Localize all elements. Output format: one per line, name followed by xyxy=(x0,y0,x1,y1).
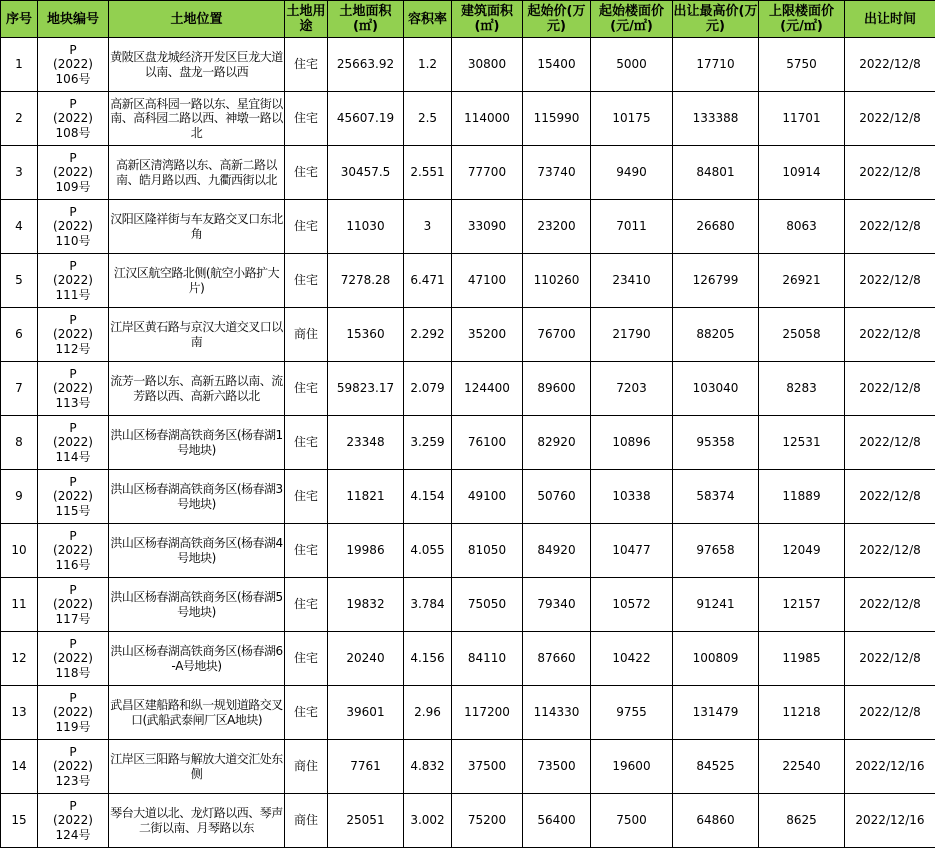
cell-code-part: 118号 xyxy=(38,666,108,680)
cell-use: 住宅 xyxy=(285,578,328,632)
cell-start-floor-price: 10477 xyxy=(591,524,673,578)
cell-seq: 11 xyxy=(1,578,38,632)
cell-date: 2022/12/8 xyxy=(845,146,935,200)
header-location: 土地位置 xyxy=(109,1,285,38)
cell-date: 2022/12/8 xyxy=(845,686,935,740)
cell-code-part: P xyxy=(38,799,108,813)
cell-start-price: 76700 xyxy=(523,308,591,362)
cell-code-part: (2022) xyxy=(38,111,108,125)
cell-date: 2022/12/8 xyxy=(845,416,935,470)
cell-start-price: 114330 xyxy=(523,686,591,740)
cell-code-part: (2022) xyxy=(38,489,108,503)
cell-far: 2.551 xyxy=(404,146,452,200)
cell-build-area: 114000 xyxy=(452,92,523,146)
cell-cap-floor-price: 11218 xyxy=(759,686,845,740)
cell-seq: 8 xyxy=(1,416,38,470)
cell-seq: 5 xyxy=(1,254,38,308)
cell-code xyxy=(38,416,109,470)
header-far: 容积率 xyxy=(404,1,452,38)
cell-start-price: 82920 xyxy=(523,416,591,470)
header-use: 土地用途 xyxy=(285,1,328,38)
cell-cap-floor-price: 5750 xyxy=(759,38,845,92)
cell-date: 2022/12/8 xyxy=(845,470,935,524)
cell-code-part: 111号 xyxy=(38,288,108,302)
cell-cap-floor-price: 26921 xyxy=(759,254,845,308)
cell-max-price: 84525 xyxy=(673,740,759,794)
cell-code-part: P xyxy=(38,151,108,165)
cell-max-price: 133388 xyxy=(673,92,759,146)
cell-location: 洪山区杨春湖高铁商务区(杨春湖1号地块) xyxy=(109,416,285,470)
cell-date: 2022/12/8 xyxy=(845,38,935,92)
cell-start-price: 50760 xyxy=(523,470,591,524)
cell-cap-floor-price: 11889 xyxy=(759,470,845,524)
cell-max-price: 95358 xyxy=(673,416,759,470)
table-row xyxy=(1,416,935,470)
cell-location: 武昌区建船路和纵一规划道路交叉口(武船武泰闸厂区A地块) xyxy=(109,686,285,740)
cell-code-part: (2022) xyxy=(38,651,108,665)
cell-build-area: 35200 xyxy=(452,308,523,362)
cell-start-floor-price: 7011 xyxy=(591,200,673,254)
cell-code-part: P xyxy=(38,637,108,651)
cell-build-area: 33090 xyxy=(452,200,523,254)
cell-location: 琴台大道以北、龙灯路以西、琴声二街以南、月琴路以东 xyxy=(109,794,285,848)
cell-date: 2022/12/16 xyxy=(845,740,935,794)
cell-area: 11030 xyxy=(328,200,404,254)
cell-code-part: (2022) xyxy=(38,273,108,287)
cell-code-part: (2022) xyxy=(38,165,108,179)
cell-start-price: 23200 xyxy=(523,200,591,254)
cell-code-part: (2022) xyxy=(38,759,108,773)
cell-area: 20240 xyxy=(328,632,404,686)
cell-start-floor-price: 10572 xyxy=(591,578,673,632)
table-row xyxy=(1,146,935,200)
cell-area: 7761 xyxy=(328,740,404,794)
cell-area: 25663.92 xyxy=(328,38,404,92)
cell-area: 15360 xyxy=(328,308,404,362)
cell-code-part: P xyxy=(38,97,108,111)
cell-cap-floor-price: 10914 xyxy=(759,146,845,200)
cell-max-price: 131479 xyxy=(673,686,759,740)
cell-code-part: P xyxy=(38,529,108,543)
cell-location: 洪山区杨春湖高铁商务区(杨春湖5号地块) xyxy=(109,578,285,632)
cell-code xyxy=(38,794,109,848)
cell-code-part: 106号 xyxy=(38,72,108,86)
table-row xyxy=(1,794,935,848)
cell-seq: 1 xyxy=(1,38,38,92)
cell-start-floor-price: 10896 xyxy=(591,416,673,470)
cell-code-part: 123号 xyxy=(38,774,108,788)
cell-use: 住宅 xyxy=(285,254,328,308)
cell-date: 2022/12/8 xyxy=(845,524,935,578)
cell-cap-floor-price: 8625 xyxy=(759,794,845,848)
cell-cap-floor-price: 11701 xyxy=(759,92,845,146)
cell-use: 住宅 xyxy=(285,524,328,578)
cell-seq: 9 xyxy=(1,470,38,524)
cell-seq: 10 xyxy=(1,524,38,578)
cell-cap-floor-price: 12531 xyxy=(759,416,845,470)
cell-start-floor-price: 9490 xyxy=(591,146,673,200)
header-code: 地块编号 xyxy=(38,1,109,38)
cell-use: 住宅 xyxy=(285,200,328,254)
cell-far: 2.5 xyxy=(404,92,452,146)
cell-far: 2.079 xyxy=(404,362,452,416)
cell-start-floor-price: 7500 xyxy=(591,794,673,848)
cell-code-part: (2022) xyxy=(38,381,108,395)
cell-far: 4.156 xyxy=(404,632,452,686)
cell-code xyxy=(38,686,109,740)
cell-location: 高新区高科园一路以东、星宜街以南、高科园二路以西、神墩一路以北 xyxy=(109,92,285,146)
cell-build-area: 47100 xyxy=(452,254,523,308)
cell-far: 2.292 xyxy=(404,308,452,362)
table-row xyxy=(1,92,935,146)
cell-cap-floor-price: 22540 xyxy=(759,740,845,794)
cell-location: 流芳一路以东、高新五路以南、流芳路以西、高新六路以北 xyxy=(109,362,285,416)
cell-max-price: 17710 xyxy=(673,38,759,92)
cell-date: 2022/12/8 xyxy=(845,254,935,308)
cell-code-part: 116号 xyxy=(38,558,108,572)
cell-date: 2022/12/8 xyxy=(845,92,935,146)
table-row xyxy=(1,362,935,416)
cell-build-area: 117200 xyxy=(452,686,523,740)
cell-start-price: 79340 xyxy=(523,578,591,632)
cell-far: 3 xyxy=(404,200,452,254)
cell-start-floor-price: 21790 xyxy=(591,308,673,362)
cell-code-part: P xyxy=(38,205,108,219)
cell-far: 3.784 xyxy=(404,578,452,632)
cell-code xyxy=(38,578,109,632)
table-row xyxy=(1,632,935,686)
header-row xyxy=(1,1,935,38)
header-area: 土地面积(㎡) xyxy=(328,1,404,38)
cell-use: 住宅 xyxy=(285,146,328,200)
cell-location: 江岸区黄石路与京汉大道交叉口以南 xyxy=(109,308,285,362)
cell-code-part: 109号 xyxy=(38,180,108,194)
cell-build-area: 81050 xyxy=(452,524,523,578)
cell-use: 住宅 xyxy=(285,686,328,740)
cell-max-price: 91241 xyxy=(673,578,759,632)
cell-area: 19986 xyxy=(328,524,404,578)
cell-code-part: 117号 xyxy=(38,612,108,626)
header-seq: 序号 xyxy=(1,1,38,38)
cell-build-area: 49100 xyxy=(452,470,523,524)
cell-code-part: P xyxy=(38,691,108,705)
cell-location: 洪山区杨春湖高铁商务区(杨春湖3号地块) xyxy=(109,470,285,524)
cell-seq: 6 xyxy=(1,308,38,362)
cell-cap-floor-price: 8283 xyxy=(759,362,845,416)
table-row xyxy=(1,470,935,524)
cell-code xyxy=(38,524,109,578)
table-row xyxy=(1,578,935,632)
cell-code-part: 115号 xyxy=(38,504,108,518)
cell-code-part: P xyxy=(38,421,108,435)
cell-start-price: 73500 xyxy=(523,740,591,794)
header-start-price: 起始价(万元) xyxy=(523,1,591,38)
cell-code-part: 124号 xyxy=(38,828,108,842)
cell-start-price: 84920 xyxy=(523,524,591,578)
cell-use: 商住 xyxy=(285,740,328,794)
cell-cap-floor-price: 12049 xyxy=(759,524,845,578)
cell-build-area: 76100 xyxy=(452,416,523,470)
cell-use: 住宅 xyxy=(285,362,328,416)
cell-location: 高新区清湾路以东、高新二路以南、皓月路以西、九衢西街以北 xyxy=(109,146,285,200)
cell-code xyxy=(38,362,109,416)
cell-cap-floor-price: 11985 xyxy=(759,632,845,686)
cell-seq: 3 xyxy=(1,146,38,200)
cell-code-part: P xyxy=(38,745,108,759)
cell-code xyxy=(38,200,109,254)
cell-code-part: P xyxy=(38,475,108,489)
cell-use: 住宅 xyxy=(285,632,328,686)
cell-code-part: P xyxy=(38,313,108,327)
cell-use: 住宅 xyxy=(285,470,328,524)
cell-code-part: 112号 xyxy=(38,342,108,356)
cell-code-part: P xyxy=(38,583,108,597)
header-start-floor-price: 起始楼面价(元/㎡) xyxy=(591,1,673,38)
cell-far: 2.96 xyxy=(404,686,452,740)
cell-build-area: 84110 xyxy=(452,632,523,686)
header-cap-floor-price: 上限楼面价(元/㎡) xyxy=(759,1,845,38)
table-row xyxy=(1,740,935,794)
cell-max-price: 100809 xyxy=(673,632,759,686)
cell-build-area: 30800 xyxy=(452,38,523,92)
cell-date: 2022/12/8 xyxy=(845,308,935,362)
header-date: 出让时间 xyxy=(845,1,935,38)
cell-far: 3.259 xyxy=(404,416,452,470)
cell-date: 2022/12/8 xyxy=(845,200,935,254)
cell-start-floor-price: 10175 xyxy=(591,92,673,146)
cell-max-price: 126799 xyxy=(673,254,759,308)
table-row xyxy=(1,686,935,740)
cell-max-price: 58374 xyxy=(673,470,759,524)
cell-far: 1.2 xyxy=(404,38,452,92)
cell-code xyxy=(38,740,109,794)
cell-code xyxy=(38,470,109,524)
cell-max-price: 64860 xyxy=(673,794,759,848)
cell-seq: 14 xyxy=(1,740,38,794)
cell-area: 7278.28 xyxy=(328,254,404,308)
cell-seq: 4 xyxy=(1,200,38,254)
cell-area: 25051 xyxy=(328,794,404,848)
cell-seq: 7 xyxy=(1,362,38,416)
cell-use: 住宅 xyxy=(285,92,328,146)
cell-seq: 12 xyxy=(1,632,38,686)
cell-area: 11821 xyxy=(328,470,404,524)
cell-use: 住宅 xyxy=(285,416,328,470)
cell-location: 黄陂区盘龙城经济开发区巨龙大道以南、盘龙一路以西 xyxy=(109,38,285,92)
cell-start-floor-price: 5000 xyxy=(591,38,673,92)
cell-code-part: (2022) xyxy=(38,327,108,341)
cell-code xyxy=(38,38,109,92)
cell-start-price: 73740 xyxy=(523,146,591,200)
cell-code-part: 113号 xyxy=(38,396,108,410)
cell-max-price: 97658 xyxy=(673,524,759,578)
cell-build-area: 37500 xyxy=(452,740,523,794)
cell-location: 汉阳区隆祥街与车友路交叉口东北角 xyxy=(109,200,285,254)
cell-build-area: 75200 xyxy=(452,794,523,848)
cell-max-price: 26680 xyxy=(673,200,759,254)
cell-code-part: (2022) xyxy=(38,597,108,611)
cell-code-part: 114号 xyxy=(38,450,108,464)
cell-area: 30457.5 xyxy=(328,146,404,200)
cell-start-floor-price: 10422 xyxy=(591,632,673,686)
cell-code-part: (2022) xyxy=(38,813,108,827)
cell-start-price: 56400 xyxy=(523,794,591,848)
cell-date: 2022/12/8 xyxy=(845,632,935,686)
cell-area: 45607.19 xyxy=(328,92,404,146)
cell-use: 商住 xyxy=(285,308,328,362)
cell-build-area: 75050 xyxy=(452,578,523,632)
table-row xyxy=(1,200,935,254)
cell-start-price: 15400 xyxy=(523,38,591,92)
cell-date: 2022/12/8 xyxy=(845,362,935,416)
cell-location: 洪山区杨春湖高铁商务区(杨春湖4号地块) xyxy=(109,524,285,578)
cell-code-part: (2022) xyxy=(38,543,108,557)
cell-start-price: 110260 xyxy=(523,254,591,308)
table-row xyxy=(1,38,935,92)
cell-far: 4.154 xyxy=(404,470,452,524)
cell-area: 39601 xyxy=(328,686,404,740)
cell-location: 洪山区杨春湖高铁商务区(杨春湖6-A号地块) xyxy=(109,632,285,686)
cell-code xyxy=(38,308,109,362)
cell-code-part: P xyxy=(38,43,108,57)
cell-seq: 15 xyxy=(1,794,38,848)
cell-max-price: 103040 xyxy=(673,362,759,416)
cell-max-price: 84801 xyxy=(673,146,759,200)
cell-use: 住宅 xyxy=(285,38,328,92)
cell-code xyxy=(38,146,109,200)
header-max-price: 出让最高价(万元) xyxy=(673,1,759,38)
table-row xyxy=(1,254,935,308)
cell-code-part: (2022) xyxy=(38,219,108,233)
cell-start-floor-price: 7203 xyxy=(591,362,673,416)
cell-cap-floor-price: 8063 xyxy=(759,200,845,254)
cell-location: 江汉区航空路北侧(航空小路扩大片) xyxy=(109,254,285,308)
cell-start-floor-price: 23410 xyxy=(591,254,673,308)
cell-code xyxy=(38,254,109,308)
cell-date: 2022/12/16 xyxy=(845,794,935,848)
cell-date: 2022/12/8 xyxy=(845,578,935,632)
cell-build-area: 77700 xyxy=(452,146,523,200)
cell-seq: 13 xyxy=(1,686,38,740)
cell-code-part: P xyxy=(38,367,108,381)
cell-code-part: (2022) xyxy=(38,435,108,449)
cell-build-area: 124400 xyxy=(452,362,523,416)
table-row xyxy=(1,524,935,578)
cell-start-floor-price: 19600 xyxy=(591,740,673,794)
cell-cap-floor-price: 12157 xyxy=(759,578,845,632)
cell-code-part: 110号 xyxy=(38,234,108,248)
cell-area: 59823.17 xyxy=(328,362,404,416)
cell-code xyxy=(38,92,109,146)
cell-use: 商住 xyxy=(285,794,328,848)
cell-code-part: P xyxy=(38,259,108,273)
cell-start-price: 115990 xyxy=(523,92,591,146)
table-header xyxy=(1,1,935,38)
cell-code-part: 119号 xyxy=(38,720,108,734)
table-body xyxy=(1,38,935,848)
cell-far: 4.832 xyxy=(404,740,452,794)
cell-code-part: (2022) xyxy=(38,705,108,719)
table-row xyxy=(1,308,935,362)
cell-far: 3.002 xyxy=(404,794,452,848)
header-build-area: 建筑面积(㎡) xyxy=(452,1,523,38)
cell-far: 6.471 xyxy=(404,254,452,308)
cell-code-part: 108号 xyxy=(38,126,108,140)
cell-code-part: (2022) xyxy=(38,57,108,71)
cell-max-price: 88205 xyxy=(673,308,759,362)
cell-location: 江岸区三阳路与解放大道交汇处东侧 xyxy=(109,740,285,794)
cell-area: 19832 xyxy=(328,578,404,632)
cell-start-price: 87660 xyxy=(523,632,591,686)
cell-area: 23348 xyxy=(328,416,404,470)
cell-cap-floor-price: 25058 xyxy=(759,308,845,362)
cell-start-floor-price: 10338 xyxy=(591,470,673,524)
cell-far: 4.055 xyxy=(404,524,452,578)
cell-seq: 2 xyxy=(1,92,38,146)
cell-start-price: 89600 xyxy=(523,362,591,416)
cell-code xyxy=(38,632,109,686)
cell-start-floor-price: 9755 xyxy=(591,686,673,740)
